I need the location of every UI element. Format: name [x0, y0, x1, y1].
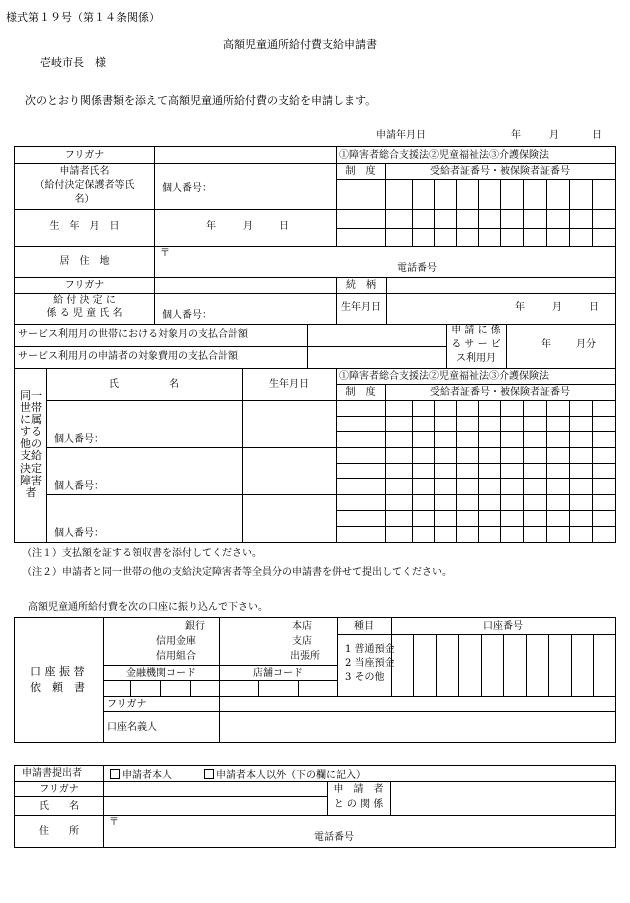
- household-side-label: 同一世帯に属する他の支給決定障害者: [20, 389, 42, 499]
- child-birth-label: 生年月日: [341, 302, 381, 313]
- submitter-address-label: 住 所: [39, 826, 79, 837]
- branch-type-1: 本店: [292, 621, 312, 632]
- bank-intro: 高額児童通所給付費を次の口座に振り込んで下さい。: [28, 602, 268, 613]
- account-number-label: 口座番号: [483, 621, 523, 632]
- bank-label-1: 口 座 振 替: [30, 665, 85, 678]
- household-name-header: 氏 名: [109, 379, 179, 390]
- form-number: 様式第１９号（第１４条関係）: [6, 11, 160, 24]
- application-date-label: 申請年月日: [376, 130, 426, 141]
- child-personal-number: 個人番号：: [162, 310, 212, 321]
- household-personal-number-1: 個人番号：: [54, 434, 104, 445]
- date-day: 日: [592, 130, 602, 141]
- account-holder-label: 口座名義人: [107, 722, 157, 733]
- applicant-personal-number: 個人番号：: [162, 183, 212, 194]
- relation-label: 続 柄: [346, 280, 376, 291]
- intro-text: 次のとおり関係書類を添えて高額児童通所給付費の支給を申請します。: [25, 94, 377, 107]
- laws-top: ①障害者総合支援法②児童福祉法③介護保険法: [339, 150, 549, 161]
- option-self-label: 申請者本人: [122, 770, 172, 781]
- laws-bottom: ①障害者総合支援法②児童福祉法③介護保険法: [339, 371, 549, 382]
- child-name-label-1: 給 付 決 定 に: [53, 295, 116, 306]
- submitter-relation-label-2: と の 関 係: [333, 799, 384, 810]
- cert-label-top: 受給者証番号・被保険者証番号: [430, 166, 570, 177]
- date-year: 年: [511, 130, 521, 141]
- household-total-label: サービス利用月の世帯における対象月の支払合計額: [18, 329, 248, 340]
- service-month: 月分: [576, 339, 596, 350]
- bank-type-3: 信用組合: [156, 651, 196, 662]
- kind-1: 1 普通預金: [345, 644, 395, 655]
- submitter-name-label: 氏 名: [39, 801, 79, 812]
- submitter-postal-mark: 〒: [109, 817, 119, 828]
- kind-3: 3 その他: [345, 672, 385, 683]
- child-birth-day: 日: [589, 302, 599, 313]
- child-name-label-2: 係 る 児 童 氏 名: [46, 308, 123, 319]
- submitter-option-other[interactable]: [204, 769, 366, 781]
- note-2: （注２）申請者と同一世帯の他の支給決定障害者等全員分の申請書を併せて提出してください。: [22, 567, 452, 578]
- birth-month: 月: [243, 221, 253, 232]
- child-birth-month: 月: [552, 302, 562, 313]
- cert-label-bottom: 受給者証番号・被保険者証番号: [430, 387, 570, 398]
- postal-mark: 〒: [160, 248, 170, 259]
- service-year: 年: [541, 339, 551, 350]
- date-month: 月: [549, 130, 559, 141]
- form-title: 高額児童通所給付費支給申請書: [223, 38, 377, 51]
- bank-type-1: 銀行: [185, 621, 205, 632]
- addressee: 壱岐市長 様: [40, 56, 106, 69]
- bank-furigana-label: フリガナ: [107, 699, 147, 710]
- branch-code-label: 店舗コード: [253, 668, 303, 679]
- option-other-label: 申請者本人以外（下の欄に記入）: [216, 770, 366, 781]
- kind-label: 種目: [354, 621, 374, 632]
- household-birth-header: 生年月日: [269, 379, 309, 390]
- applicant-name-label-3: 名）: [74, 194, 95, 205]
- child-furigana-label: フリガナ: [64, 280, 105, 291]
- note-1: （注１）支払額を証する領収書を添付してください。: [22, 548, 262, 559]
- system-label-bottom: 制 度: [345, 387, 376, 398]
- applicant-total-label: サービス利用月の申請者の対象費用の支払合計額: [18, 351, 238, 362]
- submitter-furigana-label: フリガナ: [39, 784, 79, 795]
- system-label-top: 制 度: [345, 166, 376, 177]
- bank-code-label: 金融機関コード: [126, 668, 196, 679]
- birth-day: 日: [279, 221, 289, 232]
- household-personal-number-3: 個人番号：: [54, 528, 104, 539]
- submitter-phone-label: 電話番号: [314, 832, 354, 843]
- phone-label: 電話番号: [397, 263, 437, 274]
- child-birth-year: 年: [515, 302, 525, 313]
- birth-date-label: 生 年 月 日: [49, 221, 120, 232]
- submitter-relation-label-1: 申 請 者: [333, 784, 384, 795]
- service-month-label-1: 申 請 に 係: [451, 325, 501, 336]
- birth-year: 年: [206, 221, 216, 232]
- submitter-label: 申請書提出者: [22, 768, 82, 779]
- address-label: 居 住 地: [59, 256, 110, 267]
- main-table: [14, 146, 616, 543]
- submitter-option-self[interactable]: [110, 769, 172, 781]
- bank-label-2: 依 頼 書: [30, 681, 85, 694]
- bank-type-2: 信用金庫: [156, 636, 196, 647]
- branch-type-3: 出張所: [290, 651, 320, 662]
- branch-type-2: 支店: [292, 636, 312, 647]
- service-month-label-2: る サ ー ビ: [451, 339, 501, 350]
- service-month-label-3: ス利用月: [456, 353, 496, 364]
- household-personal-number-2: 個人番号：: [54, 481, 104, 492]
- checkbox-self[interactable]: [110, 769, 120, 779]
- furigana-label: フリガナ: [64, 150, 105, 161]
- applicant-name-label: 申請者氏名: [59, 166, 110, 177]
- checkbox-other[interactable]: [204, 769, 214, 779]
- kind-2: 2 当座預金: [345, 658, 395, 669]
- applicant-name-label-2: （給付決定保護者等氏: [34, 180, 135, 191]
